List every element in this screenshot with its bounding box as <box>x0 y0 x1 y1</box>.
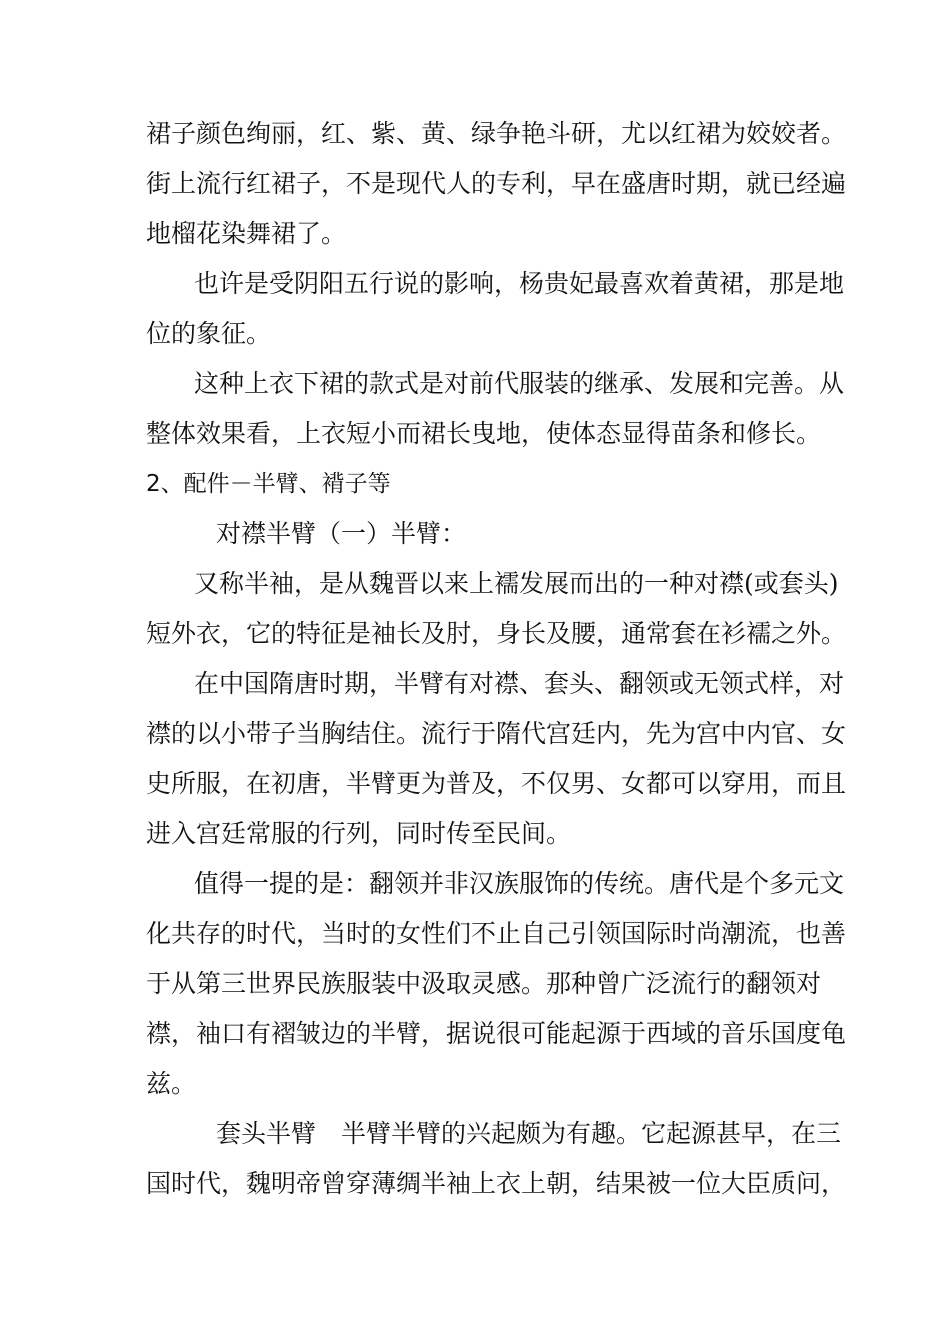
text-line: 襟的以小带子当胸结住。流行于隋代宫廷内，先为宫中内官、女 <box>146 719 847 748</box>
section-heading: 2、配件－半臂、褙子等 <box>146 471 391 497</box>
text-line: 裙子颜色绚丽，红、紫、黄、绿争艳斗研，尤以红裙为姣姣者。 <box>146 119 847 148</box>
text-line: 也许是受阴阳五行说的影响，杨贵妃最喜欢着黄裙，那是地 <box>194 269 845 298</box>
text-line: 值得一提的是：翻领并非汉族服饰的传统。唐代是个多元文 <box>194 869 845 898</box>
text-line: 地榴花染舞裙了。 <box>146 219 347 248</box>
text-line: 进入宫廷常服的行列，同时传至民间。 <box>146 819 572 848</box>
text-line: 整体效果看，上衣短小而裙长曳地，使体态显得苗条和修长。 <box>146 419 822 448</box>
subsection-heading: 对襟半臂（一）半臂： <box>216 519 467 548</box>
text-line: 套头半臂 半臂半臂的兴起颇为有趣。它起源甚早，在三 <box>216 1119 842 1148</box>
text-line: 这种上衣下裙的款式是对前代服装的继承、发展和完善。从 <box>194 369 845 398</box>
text-line: 短外衣，它的特征是袖长及肘，身长及腰，通常套在衫襦之外。 <box>146 619 847 648</box>
text-line: 街上流行红裙子，不是现代人的专利，早在盛唐时期，就已经遍 <box>146 169 847 198</box>
text-line: 位的象征。 <box>146 319 272 348</box>
text-line: 又称半袖，是从魏晋以来上襦发展而出的一种对襟(或套头) <box>194 569 839 598</box>
text-line: 史所服，在初唐，半臂更为普及，不仅男、女都可以穿用，而且 <box>146 769 847 798</box>
text-line: 于从第三世界民族服装中汲取灵感。那种曾广泛流行的翻领对 <box>146 969 822 998</box>
text-line: 在中国隋唐时期，半臂有对襟、套头、翻领或无领式样，对 <box>194 669 845 698</box>
text-line: 襟，袖口有褶皱边的半臂，据说很可能起源于西域的音乐国度龟 <box>146 1019 847 1048</box>
text-line: 化共存的时代，当时的女性们不止自己引领国际时尚潮流，也善 <box>146 919 847 948</box>
text-line: 国时代，魏明帝曾穿薄绸半袖上衣上朝，结果被一位大臣质问， <box>146 1169 847 1198</box>
text-line: 兹。 <box>146 1069 197 1098</box>
